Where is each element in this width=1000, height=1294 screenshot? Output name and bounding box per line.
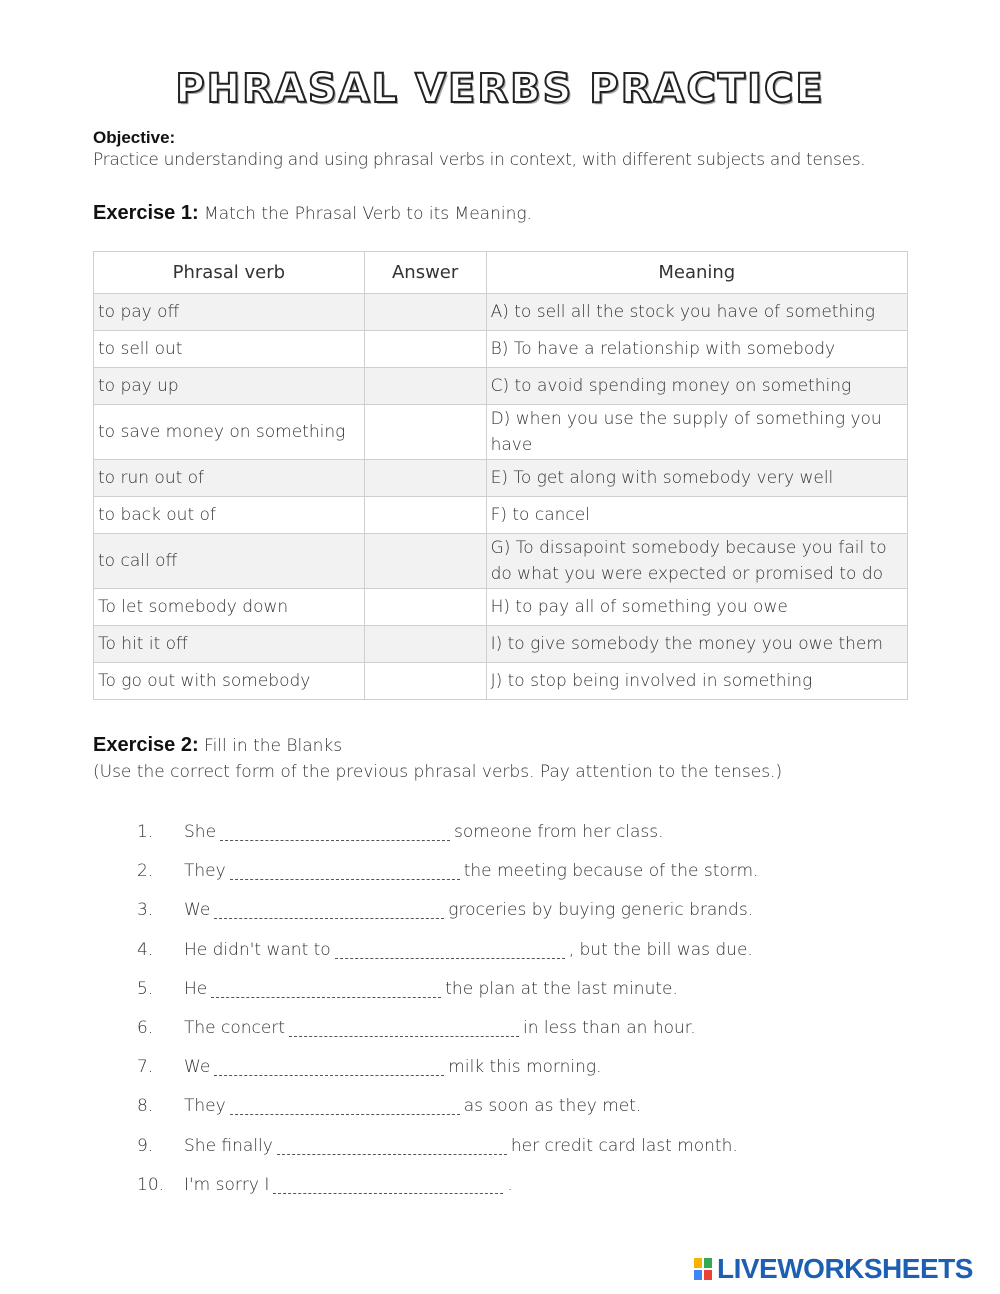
exercise2-heading xyxy=(93,734,342,757)
item-before: I'm sorry I xyxy=(184,1174,270,1195)
blank-input[interactable] xyxy=(289,1018,519,1037)
answer-input[interactable] xyxy=(369,462,486,494)
answer-cell[interactable] xyxy=(364,331,486,368)
phrasal-verb-cell: to back out of xyxy=(94,497,365,534)
list-item xyxy=(137,940,758,979)
table-row xyxy=(94,405,908,460)
matching-table xyxy=(93,251,908,700)
answer-cell[interactable] xyxy=(364,663,486,700)
blank-input[interactable] xyxy=(214,900,444,919)
logo-text: LIVEWORKSHEETS xyxy=(717,1253,973,1284)
item-before: She finally xyxy=(184,1135,273,1156)
item-before: We xyxy=(184,900,211,921)
item-before: He didn't want to xyxy=(184,939,331,960)
item-after: milk this morning. xyxy=(448,1057,602,1078)
table-row xyxy=(94,331,908,368)
phrasal-verb-cell: To go out with somebody xyxy=(94,663,365,700)
answer-cell[interactable] xyxy=(364,589,486,626)
exercise1-heading xyxy=(93,202,532,225)
answer-input[interactable] xyxy=(369,591,486,623)
exercise1-label: Exercise 1: xyxy=(93,202,199,224)
exercise2-label: Exercise 2: xyxy=(93,734,199,756)
meaning-cell: G) To dissapoint somebody because you fail to do what you were expected or promised to do xyxy=(486,534,907,589)
phrasal-verb-cell: to pay off xyxy=(94,294,365,331)
item-after: groceries by buying generic brands. xyxy=(448,900,754,921)
item-after: the meeting because of the storm. xyxy=(463,861,759,882)
objective-label: Objective: xyxy=(93,128,176,147)
fill-in-list xyxy=(137,822,758,1214)
blank-input[interactable] xyxy=(214,1057,444,1076)
phrasal-verb-cell: To hit it off xyxy=(94,626,365,663)
answer-cell[interactable] xyxy=(364,294,486,331)
phrasal-verb-cell: to pay up xyxy=(94,368,365,405)
blank-input[interactable] xyxy=(211,979,441,998)
list-item xyxy=(137,861,758,900)
table-row xyxy=(94,663,908,700)
item-number: 8. xyxy=(137,1096,154,1117)
meaning-cell: C) to avoid spending money on something xyxy=(486,368,907,405)
blank-input[interactable] xyxy=(273,1175,503,1194)
item-before: They xyxy=(184,861,226,882)
list-item xyxy=(137,900,758,939)
meaning-cell: I) to give somebody the money you owe them xyxy=(486,626,907,663)
table-row xyxy=(94,589,908,626)
answer-input[interactable] xyxy=(369,499,486,531)
answer-input[interactable] xyxy=(369,665,486,697)
item-number: 10. xyxy=(137,1174,165,1195)
item-number: 4. xyxy=(137,939,154,960)
item-number: 3. xyxy=(137,900,154,921)
phrasal-verb-cell: to run out of xyxy=(94,460,365,497)
meaning-cell: F) to cancel xyxy=(486,497,907,534)
exercise2-instruction: Fill in the Blanks xyxy=(204,736,343,756)
meaning-cell: A) to sell all the stock you have of something xyxy=(486,294,907,331)
logo-square-3 xyxy=(693,1269,703,1281)
phrasal-verb-cell: To let somebody down xyxy=(94,589,365,626)
meaning-cell: J) to stop being involved in something xyxy=(486,663,907,700)
logo-icon xyxy=(693,1257,713,1281)
item-before: She xyxy=(184,822,217,842)
logo-square-4 xyxy=(703,1269,713,1281)
item-after: . xyxy=(507,1174,513,1195)
exercise1-instruction: Match the Phrasal Verb to its Meaning. xyxy=(204,204,532,224)
phrasal-verb-cell: to call off xyxy=(94,534,365,589)
table-row xyxy=(94,534,908,589)
list-item xyxy=(137,1096,758,1135)
answer-cell[interactable] xyxy=(364,460,486,497)
item-number: 1. xyxy=(137,822,154,842)
phrasal-verb-cell: to save money on something xyxy=(94,405,365,460)
phrasal-verb-cell: to sell out xyxy=(94,331,365,368)
item-after: as soon as they met. xyxy=(463,1096,642,1117)
list-item xyxy=(137,979,758,1018)
item-after: , but the bill was due. xyxy=(568,939,753,960)
answer-input[interactable] xyxy=(369,370,486,402)
table-row xyxy=(94,626,908,663)
meaning-cell: B) To have a relationship with somebody xyxy=(486,331,907,368)
logo-square-1 xyxy=(693,1257,703,1269)
blank-input[interactable] xyxy=(220,822,450,841)
item-before: They xyxy=(184,1096,226,1117)
blank-input[interactable] xyxy=(277,1136,507,1155)
meaning-cell: H) to pay all of something you owe xyxy=(486,589,907,626)
item-number: 2. xyxy=(137,861,154,882)
table-row xyxy=(94,497,908,534)
item-after: someone from her class. xyxy=(454,822,664,842)
item-number: 9. xyxy=(137,1135,154,1156)
item-after: her credit card last month. xyxy=(510,1135,738,1156)
exercise2-note: (Use the correct form of the previous phrasal verbs. Pay attention to the tenses.) xyxy=(93,762,783,782)
meaning-cell: D) when you use the supply of something you have xyxy=(486,405,907,460)
answer-cell[interactable] xyxy=(364,497,486,534)
item-number: 6. xyxy=(137,1017,154,1038)
list-item xyxy=(137,1175,758,1214)
table-row xyxy=(94,294,908,331)
item-after: the plan at the last minute. xyxy=(445,978,678,999)
table-row xyxy=(94,460,908,497)
blank-input[interactable] xyxy=(230,861,460,880)
item-before: We xyxy=(184,1057,211,1078)
list-item xyxy=(137,822,758,861)
answer-cell[interactable] xyxy=(364,368,486,405)
answer-cell[interactable] xyxy=(364,626,486,663)
meaning-cell: E) To get along with somebody very well xyxy=(486,460,907,497)
blank-input[interactable] xyxy=(335,940,565,959)
answer-input[interactable] xyxy=(369,416,486,448)
item-before: The concert xyxy=(184,1017,286,1038)
list-item xyxy=(137,1018,758,1057)
item-after: in less than an hour. xyxy=(523,1017,696,1038)
answer-cell[interactable] xyxy=(364,405,486,460)
answer-input[interactable] xyxy=(369,628,486,660)
list-item xyxy=(137,1057,758,1096)
list-item xyxy=(137,1136,758,1175)
answer-input[interactable] xyxy=(369,545,486,577)
liveworksheets-logo[interactable] xyxy=(693,1253,973,1285)
header-phrasal-verb: Phrasal verb xyxy=(94,252,365,294)
header-meaning: Meaning xyxy=(486,252,907,294)
header-answer: Answer xyxy=(364,252,486,294)
item-before: He xyxy=(184,978,208,999)
blank-input[interactable] xyxy=(230,1096,460,1115)
item-number: 7. xyxy=(137,1057,154,1078)
answer-input[interactable] xyxy=(369,296,486,328)
objective-text: Practice understanding and using phrasal verbs in context, with different subjects and tenses. xyxy=(93,150,866,170)
logo-square-2 xyxy=(703,1257,713,1269)
table-row xyxy=(94,368,908,405)
answer-cell[interactable] xyxy=(364,534,486,589)
answer-input[interactable] xyxy=(369,333,486,365)
item-number: 5. xyxy=(137,978,154,999)
page-title: PHRASAL VERBS PRACTICE xyxy=(175,66,825,112)
